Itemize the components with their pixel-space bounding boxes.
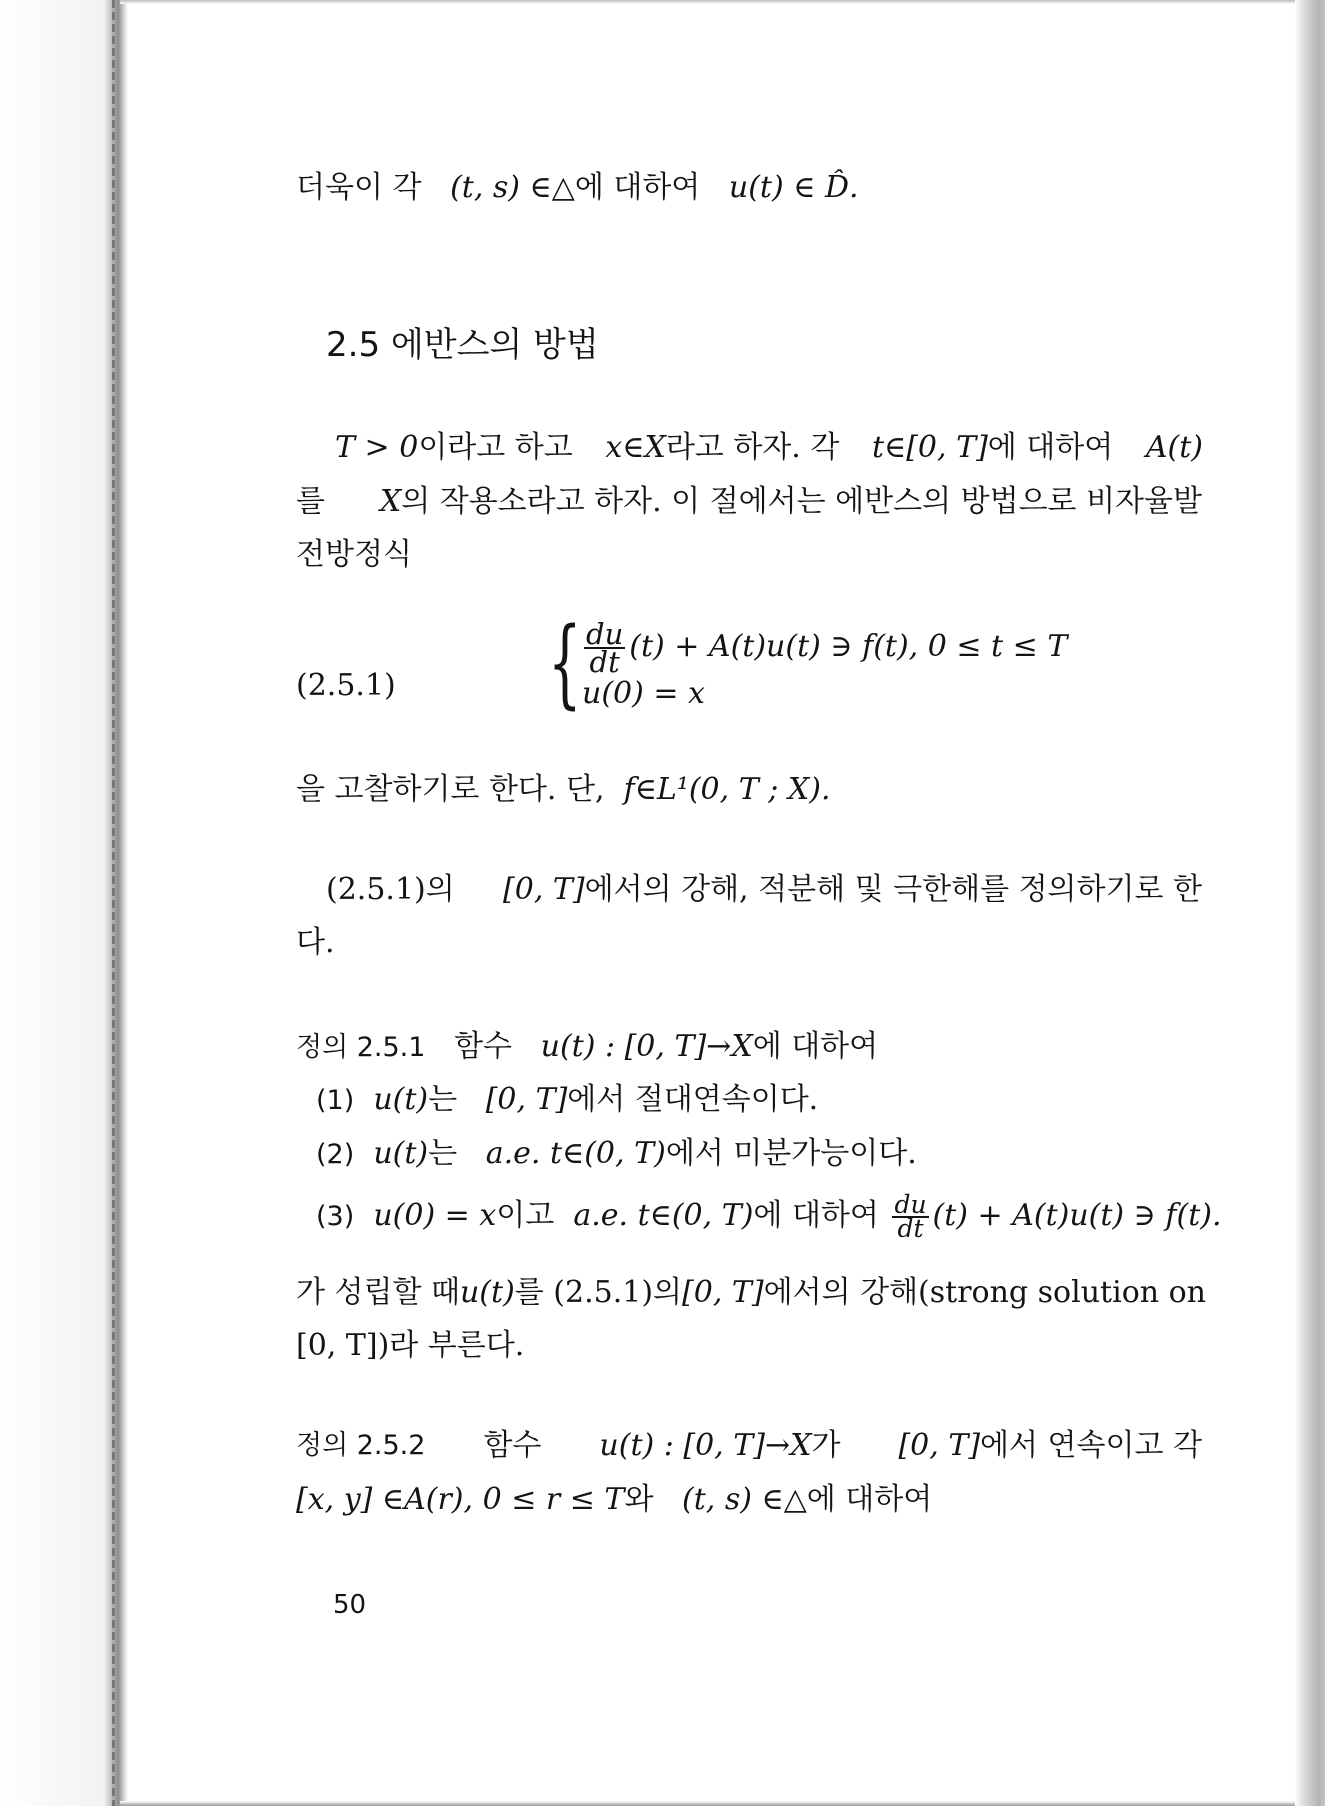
definition-2-5-2-line-1: 정의 2.5.2 함수 u(t) : [0, T]→X가 [0, T]에서 연속이고 각	[296, 1428, 1202, 1463]
page-binding-edge	[0, 0, 128, 1806]
equation-fraction: $\frac{du}{dt}$	[586, 617, 624, 679]
after-definition-line-1: 가 성립할 때 u(t)를 (2.5.1)의 [0, T]에서의 강해(strong solution on	[296, 1275, 1206, 1310]
paragraph-3-line-2: 다.	[296, 925, 335, 960]
equation-row-2: u(0) = x	[582, 676, 705, 711]
definition-item-1: (1) u(t)는 [0, T]에서 절대연속이다.	[316, 1082, 819, 1117]
text-line-top: 더욱이 각 (t, s) ∈△에 대하여 u(t) ∈ D̂.	[296, 170, 859, 205]
page-bottom-edge	[120, 1801, 1295, 1806]
page-right-edge	[1295, 0, 1325, 1806]
definition-2-5-2-line-2: [x, y] ∈A(r), 0 ≤ r ≤ T와 (t, s) ∈△에 대하여	[296, 1482, 933, 1517]
definition-item-3: (3) u(0) = x이고 a.e. t∈(0, T)에 대하여 $\frac{du}{dt}$ (t) + A(t)u(t) ∋ f(t).	[316, 1190, 1222, 1243]
paragraph-1-line-2: 를 X의 작용소라고 하자. 이 절에서는 에반스의 방법으로 비자율발	[296, 484, 1202, 519]
item-3-fraction: $\frac{du}{dt}$	[894, 1190, 927, 1243]
equation-brace: {	[548, 607, 582, 719]
paragraph-1-line-3: 전방정식	[296, 537, 412, 572]
section-heading: 2.5 에반스의 방법	[326, 325, 599, 365]
definition-2-5-1-head: 정의 2.5.1 함수 u(t) : [0, T]→X에 대하여	[296, 1029, 879, 1064]
after-definition-line-2: [0, T])라 부른다.	[296, 1328, 525, 1363]
page-number: 50	[333, 1590, 367, 1620]
paragraph-1-line-1: T > 0이라고 하고 x∈X라고 하자. 각 t∈[0, T]에 대하여 A(t)	[335, 430, 1203, 465]
page-top-edge	[120, 0, 1295, 4]
equation-label: (2.5.1)	[296, 668, 396, 703]
paragraph-3-line-1: (2.5.1)의 [0, T]에서의 강해, 적분해 및 극한해를 정의하기로 한	[326, 872, 1202, 907]
equation-row-1: $\frac{du}{dt}$ (t) + A(t)u(t) ∋ f(t), 0 ≤ t ≤ T	[586, 617, 1068, 679]
paragraph-2: 을 고찰하기로 한다. 단, f∈L¹(0, T ; X).	[296, 772, 831, 807]
definition-item-2: (2) u(t)는 a.e. t∈(0, T)에서 미분가능이다.	[316, 1136, 917, 1171]
